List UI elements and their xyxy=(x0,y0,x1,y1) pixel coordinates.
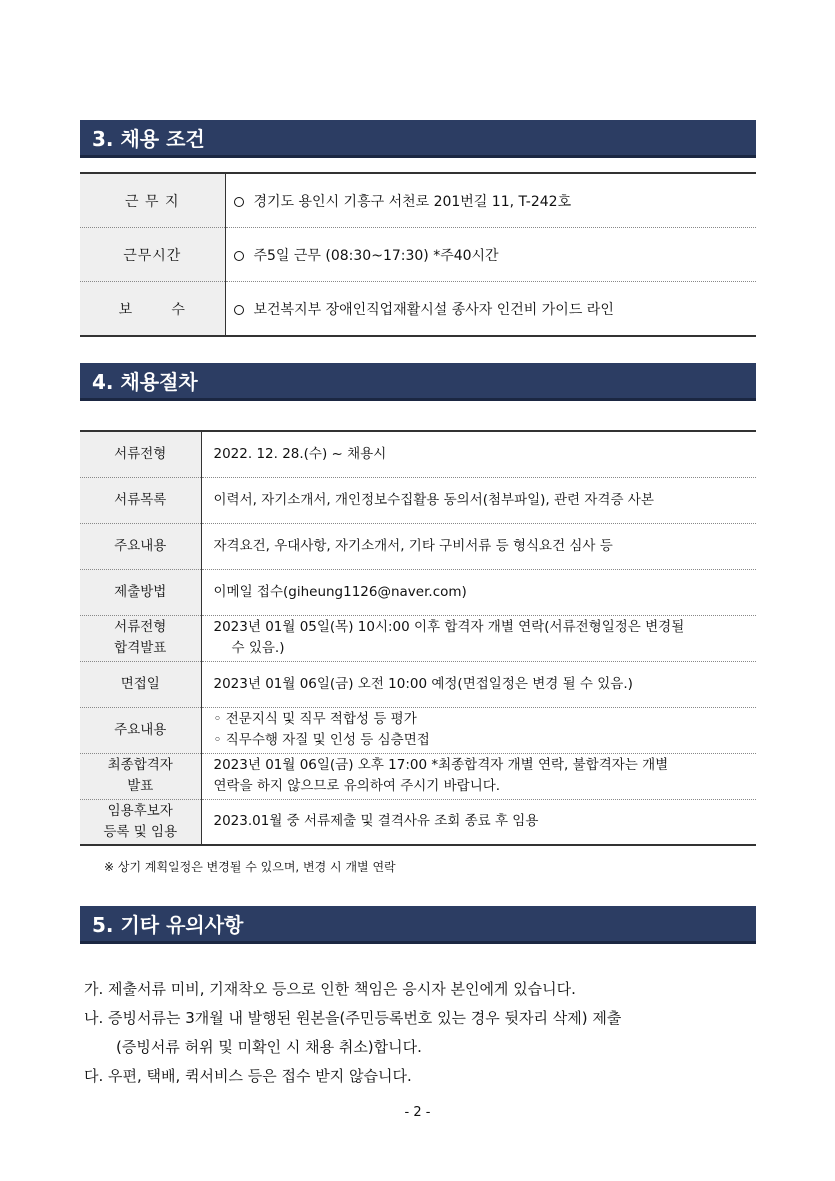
section3-title: 3. 채용 조건 xyxy=(92,127,205,151)
row-label: 주요내용 xyxy=(80,707,201,753)
table-row xyxy=(80,431,756,477)
table-row xyxy=(80,661,756,707)
row-value: 2022. 12. 28.(수) ~ 채용시 xyxy=(213,445,387,462)
row-label: 서류전형 합격발표 xyxy=(80,615,201,661)
table-row xyxy=(80,753,756,799)
row-label: 주요내용 xyxy=(80,523,201,569)
table-row xyxy=(80,282,756,337)
circle-bullet-icon xyxy=(234,305,244,315)
table-row xyxy=(80,228,756,282)
row-label: 서류전형 xyxy=(80,431,201,477)
section5-header xyxy=(80,906,756,944)
row-label: 보 수 xyxy=(80,282,225,337)
row-value: 2023년 01월 06일(금) 오후 17:00 *최종합격자 개별 연락, 불합격자는 개별 연락을 하지 않으므로 유의하여 주시기 바랍니다. xyxy=(201,753,756,799)
row-label: 제출방법 xyxy=(80,569,201,615)
section4-header xyxy=(80,363,756,401)
list-item: 가. 제출서류 미비, 기재착오 등으로 인한 책임은 응시자 본인에게 있습니다. xyxy=(84,980,576,998)
row-label: 근무시간 xyxy=(80,228,225,282)
row-label: 임용후보자 등록 및 임용 xyxy=(80,799,201,845)
list-item: 다. 우편, 택배, 퀵서비스 등은 접수 받지 않습니다. xyxy=(84,1067,412,1085)
row-value: 이력서, 자기소개서, 개인정보수집활용 동의서(첨부파일), 관련 자격증 사본 xyxy=(201,477,756,523)
work-conditions-table xyxy=(80,172,756,337)
table-row xyxy=(80,477,756,523)
row-label: 서류목록 xyxy=(80,477,201,523)
row-value: 2023년 01월 05일(목) 10시:00 이후 합격자 개별 연락(서류전형일정은 변경될 수 있음.) xyxy=(201,615,756,661)
circle-bullet-icon xyxy=(234,197,244,207)
table-row xyxy=(80,707,756,753)
list-item: 나. 증빙서류는 3개월 내 발행된 원본을(주민등록번호 있는 경우 뒷자리 삭제) 제출 xyxy=(84,1009,622,1027)
row-label: 근 무 지 xyxy=(80,173,225,228)
row-value: 주5일 근무 (08:30~17:30) *주40시간 xyxy=(225,228,756,282)
row-value: 이메일 접수(giheung1126@naver.com) xyxy=(201,569,756,615)
table-row xyxy=(80,569,756,615)
row-value: 2023.01월 중 서류제출 및 결격사유 조회 종료 후 임용 xyxy=(201,799,756,845)
section3-header xyxy=(80,120,756,158)
row-value: 경기도 용인시 기흥구 서천로 201번길 11, T-242호 xyxy=(225,173,756,228)
table-row xyxy=(80,173,756,228)
row-value: 2023년 01월 06일(금) 오전 10:00 예정(면접일정은 변경 될 수 있음.) xyxy=(201,661,756,707)
notes-list xyxy=(84,975,760,1091)
page-number: - 2 - xyxy=(404,1105,431,1120)
section5-title: 5. 기타 유의사항 xyxy=(92,913,244,937)
schedule-note: ※ 상기 계획일정은 변경될 수 있으며, 변경 시 개별 연락 xyxy=(104,860,396,874)
row-value: ◦ 전문지식 및 직무 적합성 등 평가 ◦ 직무수행 자질 및 인성 등 심층면접 xyxy=(201,707,756,753)
table-row xyxy=(80,615,756,661)
row-label: 최종합격자 발표 xyxy=(80,753,201,799)
circle-bullet-icon xyxy=(234,251,244,261)
list-item: (증빙서류 허위 및 미확인 시 채용 취소)합니다. xyxy=(116,1038,422,1056)
row-label: 면접일 xyxy=(80,661,201,707)
section4-title: 4. 채용절차 xyxy=(92,370,198,394)
row-value: 보건복지부 장애인직업재활시설 종사자 인건비 가이드 라인 xyxy=(225,282,756,337)
table-row xyxy=(80,523,756,569)
hiring-procedure-table xyxy=(80,430,756,846)
table-row xyxy=(80,799,756,845)
row-value: 자격요건, 우대사항, 자기소개서, 기타 구비서류 등 형식요건 심사 등 xyxy=(201,523,756,569)
